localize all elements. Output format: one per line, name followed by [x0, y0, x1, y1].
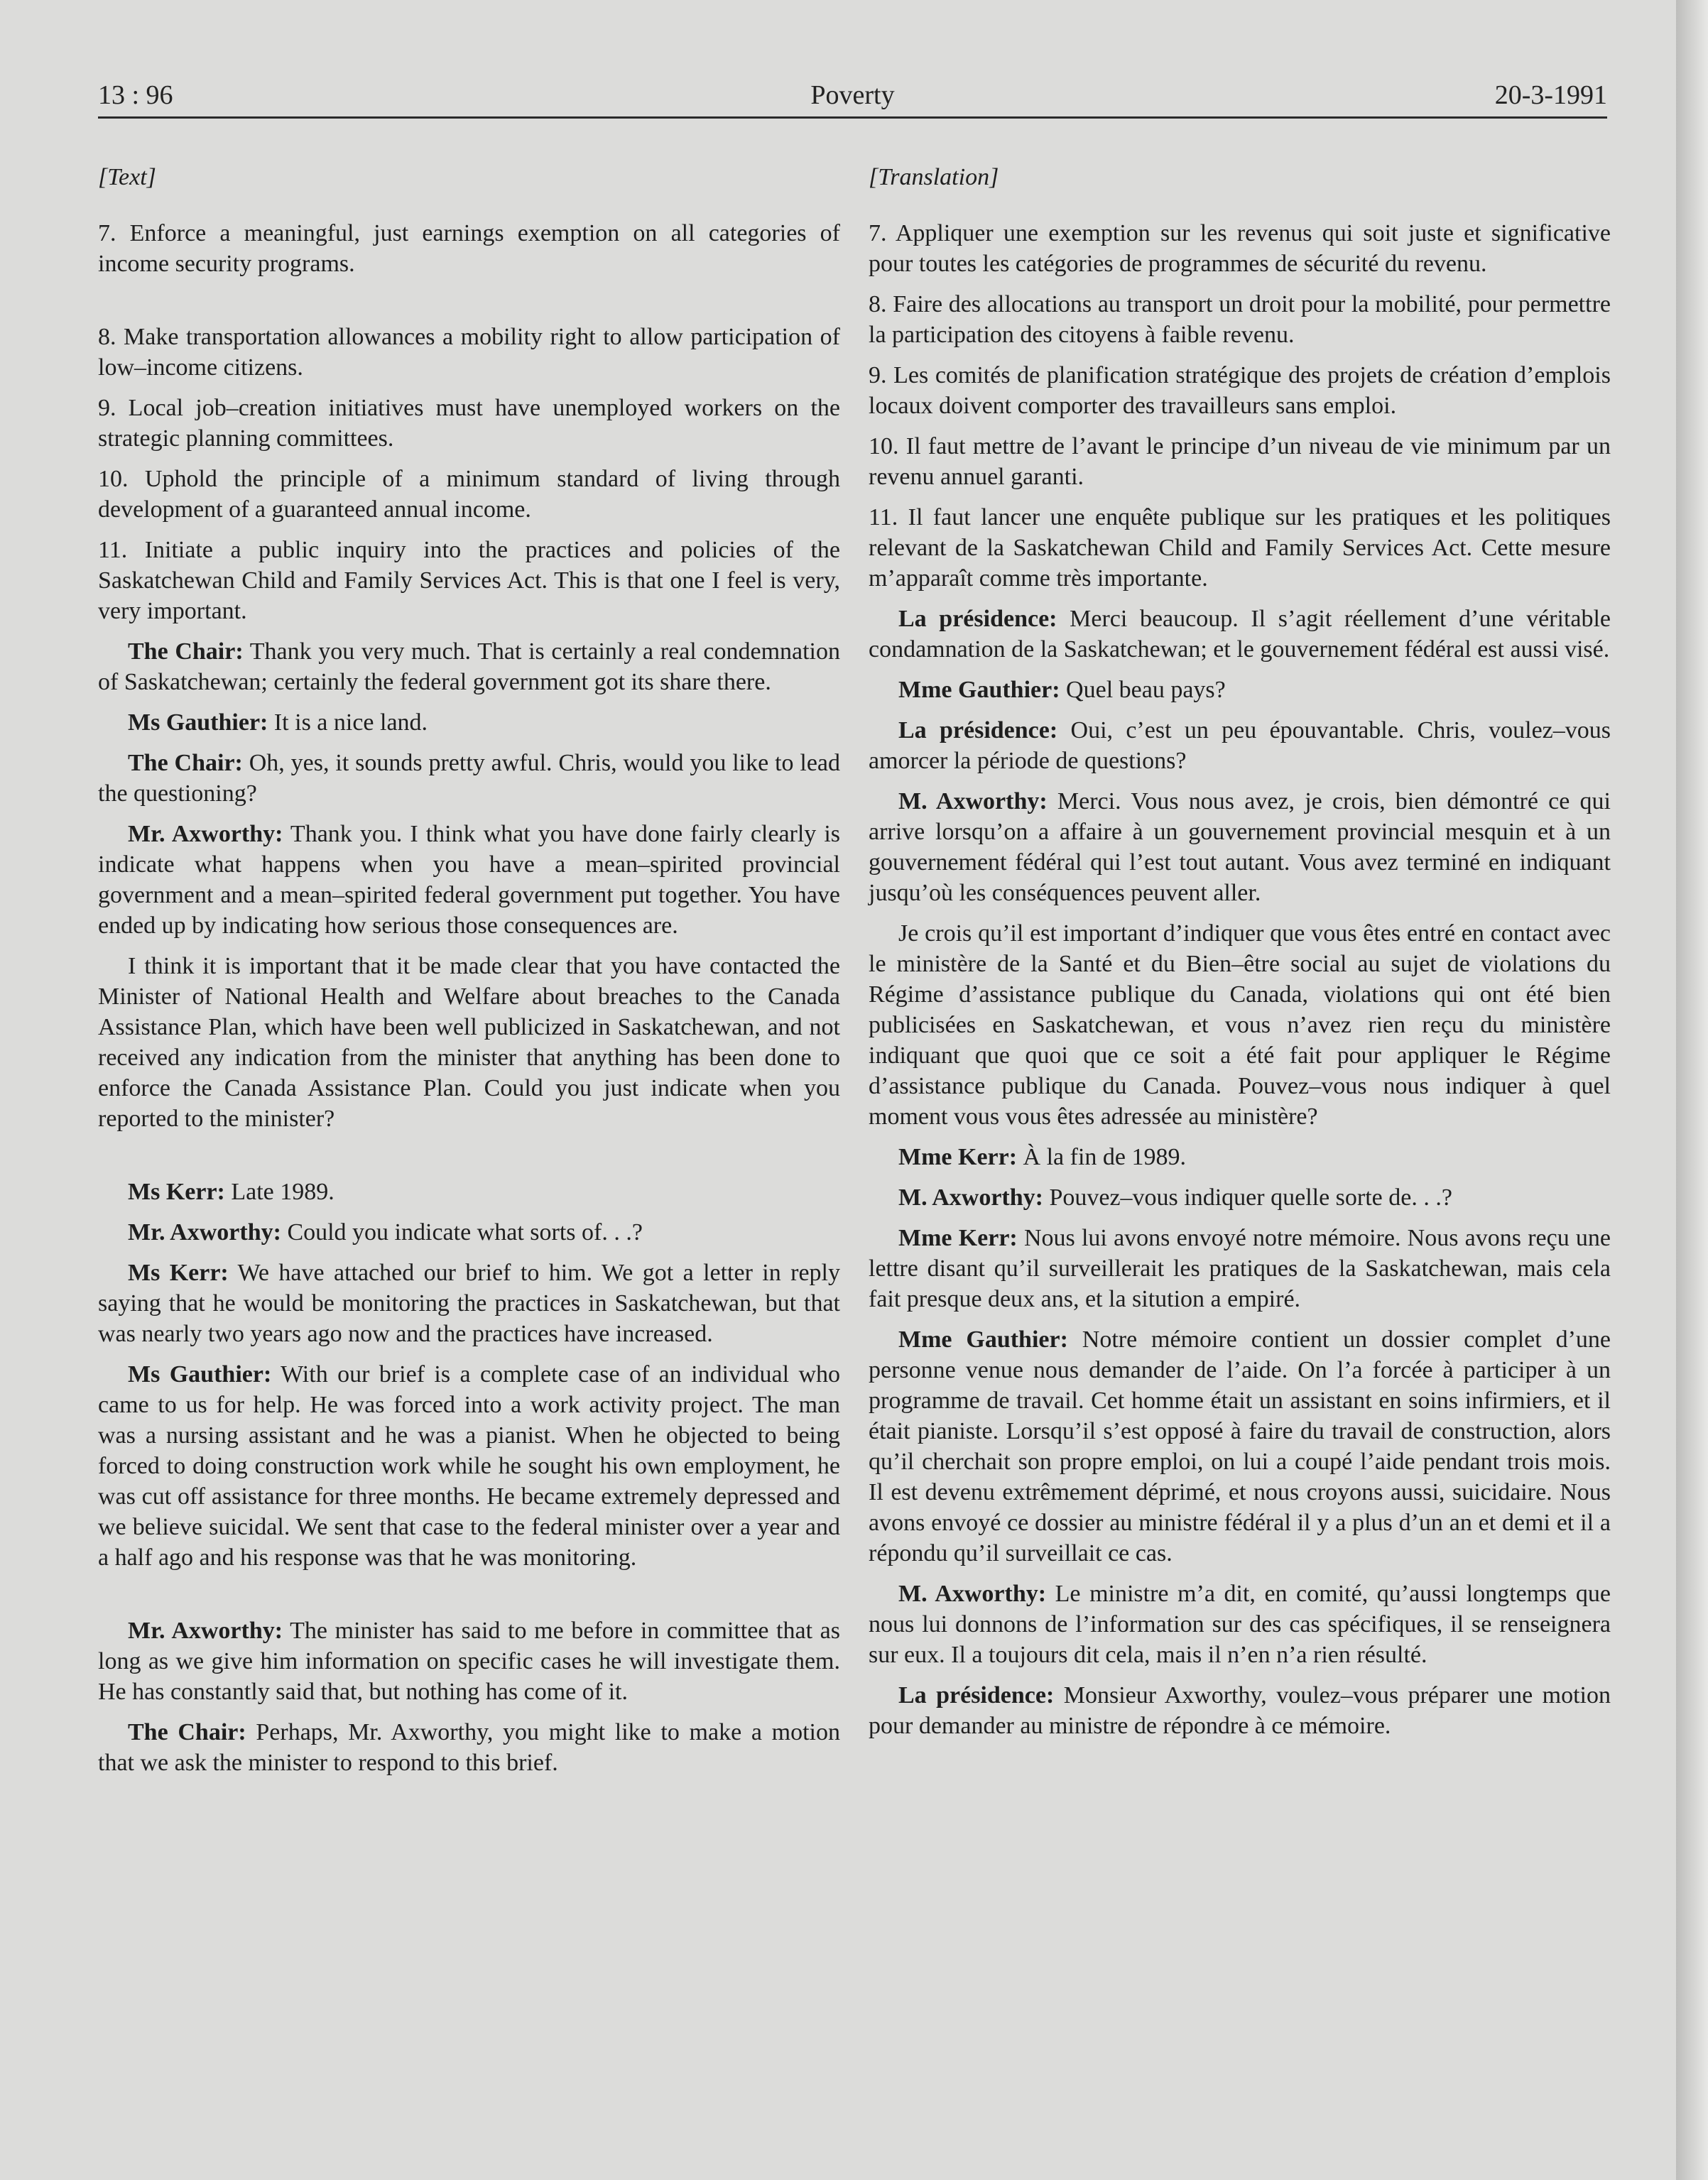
speaker-name: The Chair:	[128, 638, 244, 665]
speech-paragraph	[98, 951, 840, 1134]
french-column	[869, 162, 1611, 1751]
column-marker-translation: [Translation]	[869, 164, 999, 190]
list-item	[98, 393, 840, 454]
speech-paragraph	[869, 675, 1611, 705]
list-item	[869, 431, 1611, 492]
speech-text: Merci. Vous nous avez, je crois, bien démontré ce qui arrive lorsqu’on a affaire à un gouvernement provincial mesquin et à un gouvernement fédéral qui l’est tout autant. Vous avez terminé en indiquant jusqu’où les conséquences peuvent aller.	[869, 788, 1611, 906]
speech-paragraph	[869, 604, 1611, 665]
paragraph-text: 11. Il faut lancer une enquête publique sur les pratiques et les politiques relevant de la Saskatchewan Child and Family Services Act. Cette mesure m’apparaît comme très importante.	[869, 504, 1611, 592]
speech-text: Thank you very much. That is certainly a real condemnation of Saskatchewan; certainly the federal government got its share there.	[98, 638, 841, 695]
speech-paragraph	[98, 748, 840, 809]
speech-text: Could you indicate what sorts of. . .?	[287, 1219, 643, 1246]
speech-text: It is a nice land.	[273, 709, 428, 736]
page-edge-shadow	[1676, 0, 1708, 2180]
speech-text: We have attached our brief to him. We got a letter in reply saying that he would be monitoring the practices in Saskatchewan, but that was nearly two years ago now and the practices have increased.	[98, 1260, 840, 1347]
speech-paragraph	[98, 1217, 840, 1248]
speech-text: Je crois qu’il est important d’indiquer que vous êtes entré en contact avec le ministère de la Santé et du Bien–être social au sujet de violations du Régime d’assistance publique du Canada, violations qui ont été bien publicisées en Saskatchewan, et vous n’avez rien reçu du ministère indiquant que quoi que ce soit a été fait pour appliquer le Régime d’assistance publique du Canada. Pouvez–vous nous indiquer à quel moment vous vous êtes adressée au ministère?	[869, 920, 1611, 1130]
speech-paragraph	[869, 1324, 1611, 1569]
speaker-name: The Chair:	[128, 750, 243, 776]
speech-text: Oh, yes, it sounds pretty awful. Chris, would you like to lead the questioning?	[98, 750, 841, 807]
speaker-name: Ms Gauthier:	[128, 1361, 272, 1388]
list-item	[98, 535, 840, 626]
paragraph-text: 9. Local job–creation initiatives must have unemployed workers on the strategic planning committees.	[98, 395, 840, 452]
speech-paragraph	[98, 707, 840, 738]
speaker-name: Mme Gauthier:	[898, 1326, 1068, 1353]
paragraph-text: 10. Il faut mettre de l’avant le principe d’un niveau de vie minimum par un revenu annuel garanti.	[869, 433, 1611, 490]
paragraph-text: 8. Make transportation allowances a mobility right to allow participation of low–income citizens.	[98, 324, 840, 381]
speech-text: Thank you. I think what you have done fairly clearly is indicate what happens when you have a mean–spirited provincial government and a mean–spirited federal government put together. You have ended up by indicating how serious those consequences are.	[98, 821, 841, 939]
speaker-name: Mr. Axworthy:	[128, 1219, 281, 1246]
page-date: 20-3-1991	[1494, 80, 1607, 110]
speaker-name: M. Axworthy:	[898, 1581, 1047, 1607]
speech-paragraph	[98, 1615, 840, 1707]
speech-paragraph	[869, 1579, 1611, 1670]
speech-text: I think it is important that it be made clear that you have contacted the Minister of National Health and Welfare about breaches to the Canada Assistance Plan, which have been well publicized in Saskatchewan, and not received any indication from the minister that anything has been done to enforce the Canada Assistance Plan. Could you just indicate when you reported to the minister?	[98, 953, 840, 1132]
page-title: Poverty	[810, 80, 895, 110]
speech-paragraph	[98, 1359, 840, 1573]
paragraph-text: 10. Uphold the principle of a minimum standard of living through development of a guaranteed annual income.	[98, 466, 840, 523]
paragraph-text: 7. Enforce a meaningful, just earnings exemption on all categories of income security programs.	[98, 220, 840, 277]
speaker-name: Mme Kerr:	[898, 1225, 1018, 1251]
speaker-name: Ms Kerr:	[128, 1260, 229, 1286]
page-reference: 13 : 96	[98, 80, 173, 110]
speech-paragraph	[869, 786, 1611, 908]
speech-text: Pouvez–vous indiquer quelle sorte de. . .?	[1049, 1184, 1452, 1211]
speech-text: Merci beaucoup. Il s’agit réellement d’une véritable condamnation de la Saskatchewan; et le gouvernement fédéral est aussi visé.	[869, 606, 1611, 663]
speaker-name: M. Axworthy:	[898, 1184, 1043, 1211]
speech-text: À la fin de 1989.	[1023, 1144, 1186, 1170]
speaker-name: M. Axworthy:	[898, 788, 1048, 814]
paragraph-text: 9. Les comités de planification stratégique des projets de création d’emplois locaux doivent comporter des travailleurs sans emploi.	[869, 362, 1611, 419]
list-item	[869, 218, 1611, 279]
speech-paragraph	[869, 1680, 1611, 1741]
paragraph-text: 11. Initiate a public inquiry into the practices and policies of the Saskatchewan Child and Family Services Act. This is that one I feel is very, very important.	[98, 537, 840, 624]
list-item	[869, 360, 1611, 421]
speaker-name: The Chair:	[128, 1719, 246, 1745]
speech-paragraph	[98, 819, 840, 941]
speech-text: Notre mémoire contient un dossier complet d’une personne venue nous demander de l’aide. On l’a forcée à participer à un programme de travail. Cet homme était un assistant en soins infirmiers, et il était pianiste. Lorsqu’il s’est opposé à faire du travail de construction, alors qu’il cherchait son propre emploi, on lui a coupé l’aide pendant trois mois. Il est devenu extrêmement déprimé, et nous croyons aussi, suicidaire. Nous avons envoyé ce dossier au ministre fédéral il y a plus d’un an et demi et il a répondu qu’il surveillait ce cas.	[869, 1326, 1611, 1566]
speech-text: With our brief is a complete case of an individual who came to us for help. He was forced into a work activity project. The man was a nursing assistant and he was a pianist. When he objected to being forced to doing construction work while he sought his own employment, he was cut off assistance for three months. He became extremely depressed and we believe suicidal. We sent that case to the federal minister over a year and a half ago and his response was that he was monitoring.	[98, 1361, 841, 1571]
speech-text: The minister has said to me before in committee that as long as we give him information on specific cases he will investigate them. He has constantly said that, but nothing has come of it.	[98, 1618, 841, 1705]
list-item	[869, 289, 1611, 350]
speaker-name: Mme Gauthier:	[898, 677, 1060, 703]
speaker-name: La présidence:	[898, 606, 1057, 632]
english-column	[98, 162, 840, 1788]
speaker-name: La présidence:	[898, 717, 1058, 743]
page-header	[98, 80, 1607, 119]
speech-text: Le ministre m’a dit, en comité, qu’aussi longtemps que nous lui donnons de l’information sur des cas spécifiques, il se renseignera sur eux. Il a toujours dit cela, mais il n’en n’a rien résulté.	[869, 1581, 1611, 1668]
column-marker-text: [Text]	[98, 164, 156, 190]
speaker-name: Mr. Axworthy:	[128, 821, 283, 847]
speech-text: Quel beau pays?	[1066, 677, 1226, 703]
speech-text: Late 1989.	[231, 1179, 334, 1205]
speech-paragraph	[98, 1177, 840, 1207]
speech-text: Monsieur Axworthy, voulez–vous préparer une motion pour demander au ministre de répondre à ce mémoire.	[869, 1682, 1611, 1739]
list-item	[98, 322, 840, 383]
speech-text: Nous lui avons envoyé notre mémoire. Nous avons reçu une lettre disant qu’il surveillerait les pratiques de la Saskatchewan, mais cela fait presque deux ans, et la sitution a empiré.	[869, 1225, 1611, 1312]
speech-paragraph	[98, 1717, 840, 1778]
list-item	[98, 218, 840, 279]
speech-paragraph	[869, 918, 1611, 1132]
speech-paragraph	[869, 715, 1611, 776]
speaker-name: Ms Kerr:	[128, 1179, 225, 1205]
paragraph-text: 8. Faire des allocations au transport un droit pour la mobilité, pour permettre la participation des citoyens à faible revenu.	[869, 291, 1611, 348]
speech-text: Oui, c’est un peu épouvantable. Chris, voulez–vous amorcer la période de questions?	[869, 717, 1611, 774]
speaker-name: Mme Kerr:	[898, 1144, 1018, 1170]
speech-paragraph	[869, 1182, 1611, 1213]
speech-paragraph	[869, 1223, 1611, 1314]
speech-paragraph	[98, 636, 840, 697]
speaker-name: La présidence:	[898, 1682, 1055, 1708]
speaker-name: Ms Gauthier:	[128, 709, 268, 736]
speech-paragraph	[869, 1142, 1611, 1172]
list-item	[98, 464, 840, 525]
list-item	[869, 502, 1611, 594]
speech-paragraph	[98, 1258, 840, 1349]
speech-text: Perhaps, Mr. Axworthy, you might like to make a motion that we ask the minister to respond to this brief.	[98, 1719, 840, 1776]
paragraph-text: 7. Appliquer une exemption sur les revenus qui soit juste et significative pour toutes les catégories de programmes de sécurité du revenu.	[869, 220, 1611, 277]
speaker-name: Mr. Axworthy:	[128, 1618, 283, 1644]
